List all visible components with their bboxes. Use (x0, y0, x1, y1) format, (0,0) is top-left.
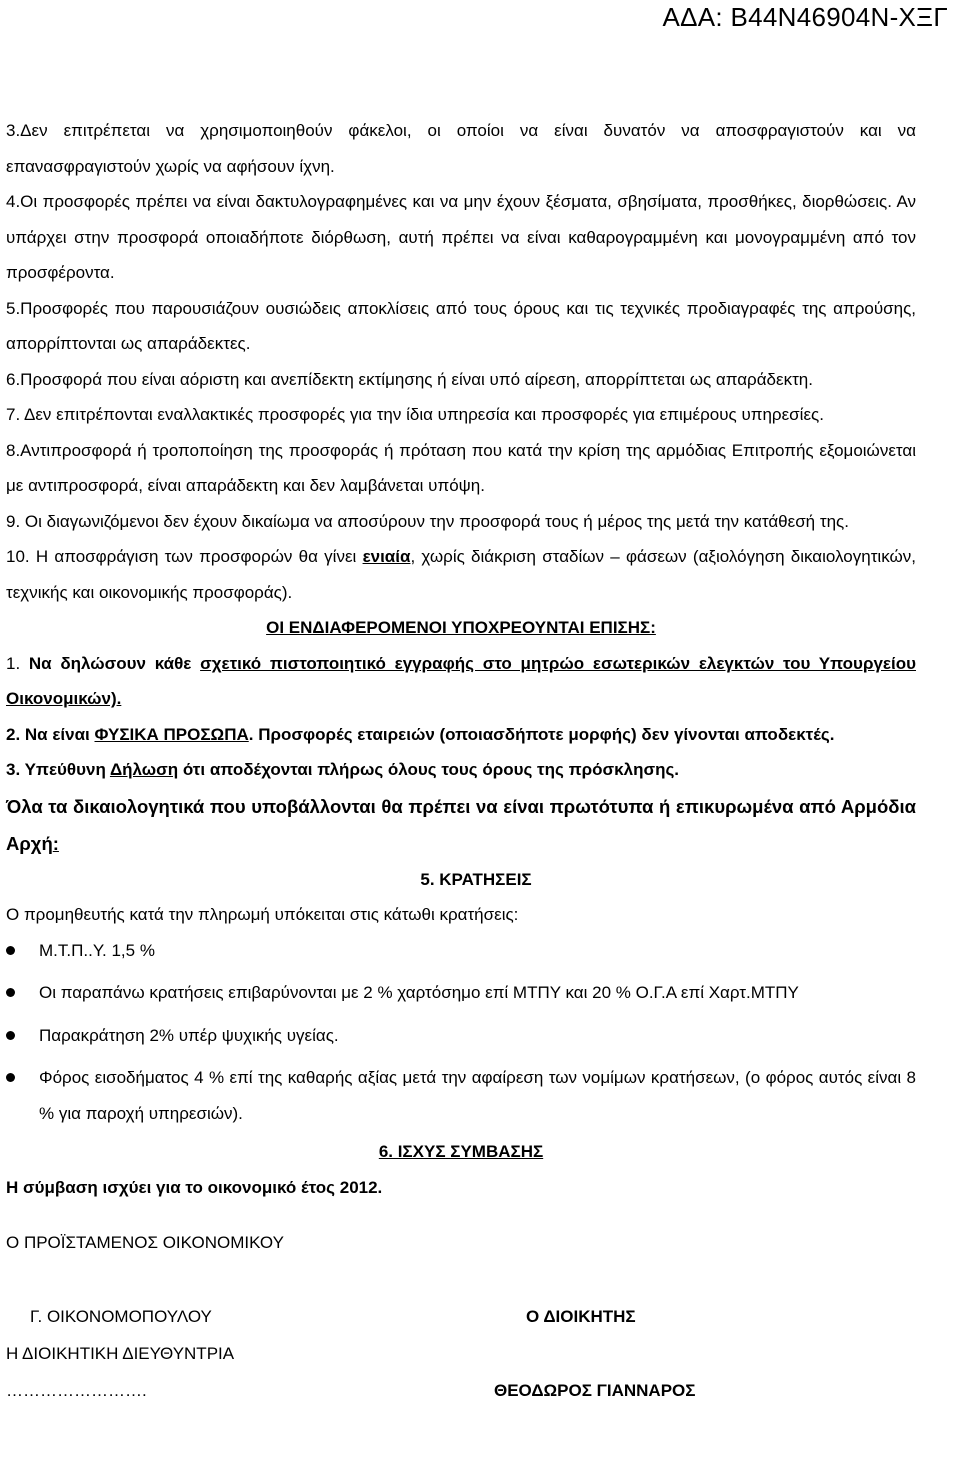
paragraph-3: 3.Δεν επιτρέπεται να χρησιμοποιηθούν φάκελοι, οι οποίοι να είναι δυνατόν να αποσφραγιστούν και να επανασφραγιστούν χωρίς να αφήσουν ίχνη. (6, 121, 916, 176)
obligation-1-start: Να δηλώσουν κάθε (28, 653, 201, 673)
list-item: Παρακράτηση 2% υπέρ ψυχικής υγείας. (6, 1018, 916, 1054)
right-signatory-title: Ο ΔΙΟΙΚΗΤΗΣ (526, 1306, 636, 1326)
originals-note-text: Όλα τα δικαιολογητικά που υποβάλλονται θα πρέπει να είναι πρωτότυπα ή επικυρωμένα από Αρμόδια Αρχή (6, 795, 916, 854)
withholdings-intro: Ο προμηθευτής κατά την πληρωμή υπόκειται στις κάτωθι κρατήσεις: (6, 905, 519, 924)
obligation-2-underlined: ΦΥΣΙΚΑ ΠΡΟΣΩΠΑ (94, 724, 249, 744)
signature-row-2 (6, 1336, 916, 1373)
left-signature-dots: ……………………. (6, 1380, 147, 1400)
obligation-2-start: 2. Να είναι (6, 724, 95, 744)
validity-text: Η σύμβαση ισχύει για το οικονομικό έτος 2012. (6, 1177, 383, 1197)
withholdings-heading: 5. ΚΡΑΤΗΣΕΙΣ (420, 869, 532, 889)
spacer (6, 1261, 916, 1299)
obligation-3 (6, 752, 916, 788)
signature-row-1 (6, 1299, 916, 1336)
obligations-heading: ΟΙ ΕΝΔΙΑΦΕΡΟΜΕΝΟΙ ΥΠΟΧΡΕΟΥΝΤΑΙ ΕΠΙΣΗΣ: (266, 618, 656, 637)
paragraph-10-end: , χωρίς διάκριση σταδίων – φάσεων (αξιολόγηση δικαιολογητικών, τεχνικής και οικονομικής προσφοράς). (6, 547, 916, 602)
obligation-3-end: ότι αποδέχονται πλήρως όλους τους όρους της πρόσκλησης. (178, 760, 680, 779)
paragraph-5: 5.Προσφορές που παρουσιάζουν ουσιώδεις αποκλίσεις από τους όρους και τις τεχνικές προδιαγραφές της απρούσης, απορρίπτονται ως απαράδεκτες. (6, 298, 916, 353)
withholdings-list (6, 933, 916, 1132)
paragraph-9: 9. Οι διαγωνιζόμενοι δεν έχουν δικαίωμα να αποσύρουν την προσφορά τους ή μέρος της μετά την κατάθεσή της. (6, 511, 849, 531)
paragraph-10 (6, 539, 916, 610)
left-signatory-title: Η ΔΙΟΙΚΗΤΙΚΗ ΔΙΕΥΘΥΝΤΡΙΑ (6, 1343, 235, 1363)
originals-note (6, 788, 916, 862)
list-item: Μ.Τ.Π..Υ. 1,5 % (6, 933, 916, 969)
originals-note-colon: : (52, 832, 59, 854)
paragraph-7: 7. Δεν επιτρέπονται εναλλακτικές προσφορές για την ίδια υπηρεσία και προσφορές για επιμέρους υπηρεσίες. (6, 405, 824, 424)
right-signatory-name: ΘΕΟΔΩΡΟΣ ΓΙΑΝΝΑΡΟΣ (494, 1380, 696, 1400)
obligation-3-start: 3. Υπεύθυνη (6, 760, 110, 779)
paragraph-8: 8.Αντιπροσφορά ή τροποποίηση της προσφοράς ή πρόταση που κατά την κρίση της αρμόδιας Επιτροπής εξομοιώνεται με αντιπροσφορά, είναι απαράδεκτη και δεν λαμβάνεται υπόψη. (6, 440, 916, 495)
list-item: Οι παραπάνω κρατήσεις επιβαρύνονται με 2 % χαρτόσημο επί ΜΤΠΥ και 20 % Ο.Γ.Α επί Χαρτ.ΜΤΠΥ (6, 975, 916, 1011)
left-signatory-name: Γ. ΟΙΚΟΝΟΜΟΠΟΥΛΟΥ (30, 1306, 212, 1326)
paragraph-4: 4.Οι προσφορές πρέπει να είναι δακτυλογραφημένες και να μην έχουν ξέσματα, σβησίματα, προσθήκες, διορθώσεις. Αν υπάρχει στην προσφορά οποιαδήποτε διόρθωση, αυτή πρέπει να είναι καθαρογραμμένη και μονογραμμένη από τον προσφέροντα. (6, 192, 916, 282)
paragraph-10-start: 10. Η αποσφράγιση των προσφορών θα γίνει (6, 547, 363, 566)
obligation-1 (6, 646, 916, 717)
obligation-1-number: 1. (6, 653, 29, 673)
obligation-2 (6, 717, 916, 753)
list-item: Φόρος εισοδήματος 4 % επί της καθαρής αξίας μετά την αφαίρεση των νομίμων κρατήσεων, (ο φόρος αυτός είναι 8 % για παροχή υπηρεσιών). (6, 1060, 916, 1131)
paragraph-10-emphasis: ενιαία (362, 547, 411, 566)
validity-heading: 6. ΙΣΧΥΣ ΣΥΜΒΑΣΗΣ (378, 1142, 544, 1161)
spacer (6, 1205, 916, 1225)
document-body (6, 113, 916, 1410)
signature-row-3 (6, 1373, 916, 1410)
head-title: Ο ΠΡΟΪΣΤΑΜΕΝΟΣ ΟΙΚΟΝΟΜΙΚΟΥ (6, 1233, 284, 1252)
obligation-3-underlined: Δήλωση (109, 760, 179, 779)
paragraph-6: 6.Προσφορά που είναι αόριστη και ανεπίδεκτη εκτίμησης ή είναι υπό αίρεση, απορρίπτεται ως απαράδεκτη. (6, 369, 813, 389)
obligation-2-end: . Προσφορές εταιρειών (οποιασδήποτε μορφής) δεν γίνονται αποδεκτές. (248, 724, 835, 744)
ada-code: ΑΔΑ: Β44Ν46904Ν-ΧΞΓ (662, 2, 948, 32)
obligation-1-underlined: σχετικό πιστοποιητικό εγγραφής στο μητρώο εσωτερικών ελεγκτών του Υπουργείου Οικονομικών). (6, 653, 916, 708)
